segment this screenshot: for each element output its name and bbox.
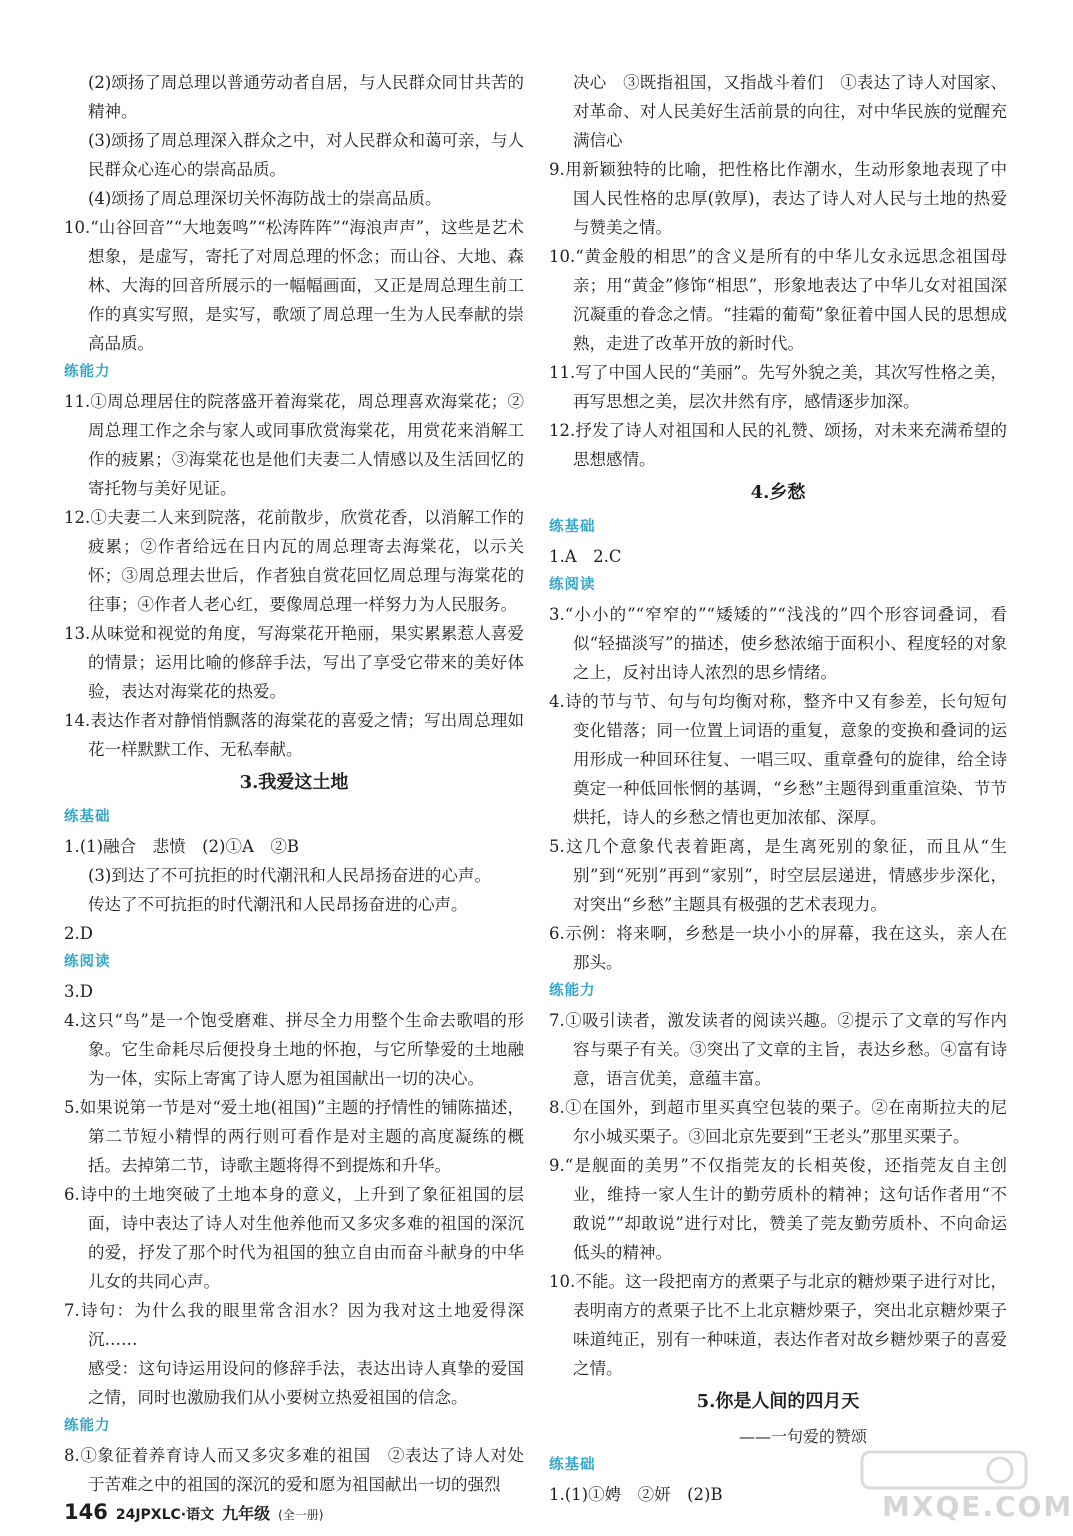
answer-paragraph: (3)到达了不可抗拒的时代潮汛和人民昂扬奋进的心声。 bbox=[88, 866, 491, 885]
page-number: 146 bbox=[64, 1500, 108, 1524]
answer-paragraph: 7.诗句：为什么我的眼里常含泪水？因为我对这土地爱得深沉…… bbox=[64, 1301, 524, 1349]
answer-paragraph: 6.示例：将来啊，乡愁是一块小小的屏幕，我在这头，亲人在那头。 bbox=[549, 924, 1007, 972]
section-label: 练阅读 bbox=[64, 954, 111, 970]
answer-paragraph: 12.①夫妻二人来到院落，花前散步，欣赏花香，以消解工作的疲累；②作者给远在日内瓦的周总理寄去海棠花，以示关怀；③周总理去世后，作者独自赏花回忆周总理与海棠花的往事；④作者人老心红，要像周总理一样努力为人民服务。 bbox=[64, 508, 524, 614]
watermark-text: MXQE.COM bbox=[882, 1490, 1073, 1523]
section-label: 练阅读 bbox=[549, 577, 596, 593]
right-column bbox=[549, 68, 1007, 1509]
answer-paragraph: 6.诗中的土地突破了土地本身的意义，上升到了象征祖国的层面，诗中表达了诗人对生他养他而又多灾多难的祖国的深沉的爱，抒发了那个时代为祖国的独立自由而奋斗献身的中华儿女的共同心声。 bbox=[64, 1185, 524, 1291]
answer-paragraph: 5.如果说第一节是对“爱土地(祖国)”主题的抒情性的铺陈描述，第二节短小精悍的两行则可看作是对主题的高度凝练的概括。去掉第二节，诗歌主题将得不到提炼和升华。 bbox=[64, 1098, 524, 1175]
lesson-heading: 4.乡愁 bbox=[750, 482, 806, 503]
page-footer bbox=[64, 1500, 324, 1524]
section-label: 练能力 bbox=[64, 364, 111, 380]
answer-paragraph: 10.“黄金般的相思”的含义是所有的中华儿女永远思念祖国母亲；用“黄金”修饰“相思”，形象地表达了中华儿女对祖国深沉凝重的眷念之情。“挂霜的葡萄”象征着中国人民的思想成熟，走进了改革开放的新时代。 bbox=[549, 247, 1007, 353]
answer-paragraph: 1.(1)融合 悲愤 (2)①A ②B bbox=[64, 837, 300, 856]
answer-paragraph: 12.抒发了诗人对祖国和人民的礼赞、颂扬，对未来充满希望的思想感情。 bbox=[549, 421, 1007, 469]
edition-label: (全一册) bbox=[278, 1508, 324, 1522]
answer-paragraph: (4)颂扬了周总理深切关怀海防战士的崇高品质。 bbox=[88, 189, 442, 208]
answer-paragraph: 决心 ③既指祖国，又指战斗着们 ①表达了诗人对国家、对革命、对人民美好生活前景的向往，对中华民族的觉醒充满信心 bbox=[573, 73, 1007, 150]
answer-paragraph: 8.①象征着养育诗人而又多灾多难的祖国 ②表达了诗人对处于苦难之中的祖国的深沉的爱和愿为祖国献出一切的强烈 bbox=[64, 1446, 524, 1494]
answer-paragraph: 10.“山谷回音”“大地轰鸣”“松涛阵阵”“海浪声声”，这些是艺术想象，是虚写，寄托了对周总理的怀念；而山谷、大地、森林、大海的回音所展示的一幅幅画面，又正是周总理生前工作的真实写照，是实写，歌颂了周总理一生为人民奉献的崇高品质。 bbox=[64, 218, 524, 353]
lesson-heading: 5.你是人间的四月天 bbox=[696, 1391, 860, 1412]
section-label: 练基础 bbox=[64, 809, 111, 825]
answer-paragraph: 9.“是舰面的美男”不仅指莞友的长相英俊，还指莞友自主创业，维持一家人生计的勤劳质朴的精神；这句话作者用“不敢说”“却敢说”进行对比，赞美了莞友勤劳质朴、不向命运低头的精神。 bbox=[549, 1156, 1007, 1262]
section-label: 练基础 bbox=[549, 519, 596, 535]
section-label: 练能力 bbox=[64, 1418, 111, 1434]
answer-paragraph: 4.诗的节与节、句与句均衡对称，整齐中又有参差，长句短句变化错落；同一位置上词语的重复，意象的变换和叠词的运用形成一种回环往复、一唱三叹、重章叠句的旋律，给全诗奠定一种低回怅惘的基调，“乡愁”主题得到重重渲染、节节烘托，诗人的乡愁之情也更加浓郁、深厚。 bbox=[549, 692, 1007, 827]
answer-paragraph: 9.用新颖独特的比喻，把性格比作潮水，生动形象地表现了中国人民性格的忠厚(敦厚)，表达了诗人对人民与土地的热爱与赞美之情。 bbox=[549, 160, 1007, 237]
answer-paragraph: 4.这只“鸟”是一个饱受磨难、拼尽全力用整个生命去歌唱的形象。它生命耗尽后便投身土地的怀抱，与它所挚爱的土地融为一体，实际上寄寓了诗人愿为祖国献出一切的决心。 bbox=[64, 1011, 524, 1088]
answer-watermark-icon bbox=[860, 1450, 1073, 1528]
answer-paragraph: 11.①周总理居住的院落盛开着海棠花，周总理喜欢海棠花；②周总理工作之余与家人或同事欣赏海棠花，用赏花来消解工作的疲累；③海棠花也是他们夫妻二人情感以及生活回忆的寄托物与美好见证。 bbox=[64, 392, 524, 498]
answer-paragraph: 3.“小小的”“窄窄的”“矮矮的”“浅浅的”四个形容词叠词，看似“轻描淡写”的描述，使乡愁浓缩于面积小、程度轻的对象之上，反衬出诗人浓烈的思乡情绪。 bbox=[549, 605, 1007, 682]
answer-paragraph: 传达了不可抗拒的时代潮汛和人民昂扬奋进的心声。 bbox=[88, 895, 468, 914]
answer-paragraph: 13.从味觉和视觉的角度，写海棠花开艳丽，果实累累惹人喜爱的情景；运用比喻的修辞手法，写出了享受它带来的美好体验，表达对海棠花的热爱。 bbox=[64, 624, 524, 701]
answer-paragraph: 8.①在国外，到超市里买真空包装的栗子。②在南斯拉夫的尼尔小城买栗子。③回北京先要到“王老头”那里买栗子。 bbox=[549, 1098, 1007, 1146]
answer-paragraph: (2)颂扬了周总理以普通劳动者自居，与人民群众同甘共苦的精神。 bbox=[88, 73, 524, 121]
lesson-subtitle: ——一句爱的赞颂 bbox=[738, 1427, 867, 1446]
answer-paragraph: 5.这几个意象代表着距离，是生离死别的象征，而且从“生别”到“死别”再到“家别”，时空层层递进，情感步步深化，对突出“乡愁”主题具有极强的艺术表现力。 bbox=[549, 837, 1007, 914]
answer-paragraph: 1.A 2.C bbox=[549, 547, 622, 566]
answer-paragraph: 3.D bbox=[64, 982, 93, 1001]
answer-paragraph: 2.D bbox=[64, 924, 93, 943]
grade-label: 九年级 bbox=[222, 1504, 271, 1523]
answer-paragraph: (3)颂扬了周总理深入群众之中，对人民群众和蔼可亲，与人民群众心连心的崇高品质。 bbox=[88, 131, 524, 179]
lesson-heading: 3.我爱这土地 bbox=[239, 772, 349, 793]
answer-paragraph: 7.①吸引读者，激发读者的阅读兴趣。②提示了文章的写作内容与栗子有关。③突出了文章的主旨，表达乡愁。④富有诗意，语言优美，意蕴丰富。 bbox=[549, 1011, 1007, 1088]
left-column bbox=[64, 68, 524, 1499]
answer-paragraph: 10.不能。这一段把南方的煮栗子与北京的糖炒栗子进行对比，表明南方的煮栗子比不上北京糖炒栗子，突出北京糖炒栗子味道纯正，别有一种味道，表达作者对故乡糖炒栗子的喜爱之情。 bbox=[549, 1272, 1007, 1378]
section-label: 练基础 bbox=[549, 1457, 596, 1473]
answer-paragraph: 感受：这句诗运用设问的修辞手法，表达出诗人真挚的爱国之情，同时也激励我们从小要树立热爱祖国的信念。 bbox=[88, 1359, 524, 1407]
answer-paragraph: 11.写了中国人民的“美丽”。先写外貌之美，其次写性格之美，再写思想之美，层次井然有序，感情逐步加深。 bbox=[549, 363, 1007, 411]
answer-paragraph: 1.(1)①娉 ②妍 (2)B bbox=[549, 1485, 723, 1504]
book-code: 24JPXLC·语文 bbox=[115, 1507, 215, 1523]
answer-paragraph: 14.表达作者对静悄悄飘落的海棠花的喜爱之情；写出周总理如花一样默默工作、无私奉献。 bbox=[64, 711, 524, 759]
section-label: 练能力 bbox=[549, 983, 596, 999]
